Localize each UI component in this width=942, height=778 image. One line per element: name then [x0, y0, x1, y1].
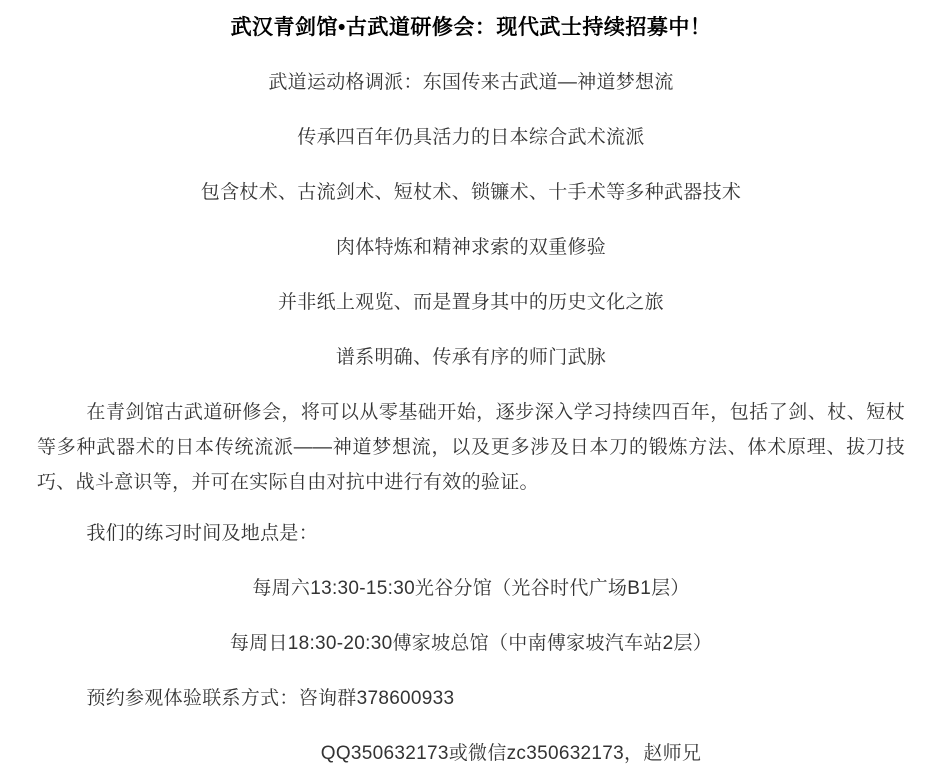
schedule-line-saturday: 每周六13:30-15:30光谷分馆（光谷时代广场B1层）: [252, 578, 690, 599]
contact-detail: QQ350632173或微信zc350632173，赵师兄: [320, 743, 702, 764]
contact-line: 预约参观体验联系方式：咨询群378600933: [86, 688, 455, 709]
schedule-line-sunday: 每周日18:30-20:30傅家坡总馆（中南傅家坡汽车站2层）: [229, 633, 713, 654]
tagline-line-style: 武道运动格调派：东国传来古武道—神道梦想流: [268, 72, 674, 93]
tagline-line-heritage: 传承四百年仍具活力的日本综合武术流派: [297, 127, 645, 148]
tagline-line-lineage: 谱系明确、传承有序的师门武脉: [335, 347, 607, 368]
tagline-line-culture: 并非纸上观览、而是置身其中的历史文化之旅: [277, 292, 664, 313]
tagline-line-weapons: 包含杖术、古流剑术、短杖术、锁镰术、十手术等多种武器技术: [200, 182, 742, 203]
article-title: 武汉青剑馆•古武道研修会：现代武士持续招募中！: [230, 16, 712, 39]
schedule-heading: 我们的练习时间及地点是：: [86, 523, 318, 544]
tagline-line-training: 肉体特炼和精神求索的双重修验: [335, 237, 607, 258]
intro-paragraph: 在青剑馆古武道研修会，将可以从零基础开始，逐步深入学习持续四百年，包括了剑、杖、短杖等多种武器术的日本传统流派——神道梦想流，以及更多涉及日本刀的锻炼方法、体术原理、拔刀技巧、战斗意识等，并可在实际自由对抗中进行有效的验证。: [37, 402, 905, 493]
